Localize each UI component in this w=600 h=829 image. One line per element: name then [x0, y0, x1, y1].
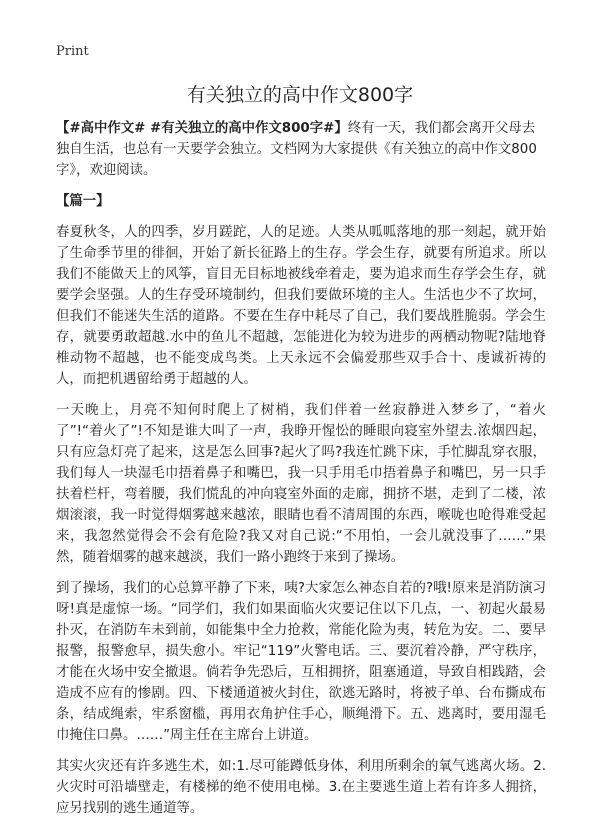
- intro-paragraph: [56, 118, 546, 181]
- intro-text: 终有一天，我们都会离开父母去独自生活，也总有一天要学会独立。文档网为大家提供《有关独立的高中作文800字》，欢迎阅读。: [56, 121, 537, 178]
- paragraph-4: 其实火灾还有许多逃生术，如:1.尽可能蹲低身体，利用所剩余的氧气逃离火场。2.火灾时可沿墙壁走，有楼梯的绝不使用电梯。3.在主要逃生道上若有许多人拥挤，应另找别的逃生通道等。: [56, 759, 546, 816]
- page-title: 有关独立的高中作文800字: [186, 84, 414, 106]
- paragraph-1: 春夏秋冬，人的四季，岁月蹉跎，人的足迹。人类从呱呱落地的那一刻起，就开始了生命季节里的徘徊，开始了新长征路上的生存。学会生存，就要有所追求。所以我们不能做天上的风筝，盲目无目标地被线牵着走，要为追求而生存学会生存，就要学会坚强。人的生存受环境制约，但我们要做环境的主人。生活也少不了坎坷，但我们不能迷失生活的道路。不要在生存中耗尽了自己，我们要战胜脆弱。学会生存，就要勇敢超越.水中的鱼儿不超越，怎能进化为较为进步的两栖动物呢?陆地脊椎动物不超越，也不能变成鸟类。上天永远不会偏爱那些双手合十、虔诚祈祷的人，而把机遇留给勇于超越的人。: [56, 225, 546, 387]
- paragraph-3: 到了操场，我们的心总算平静了下来，咦?大家怎么神态自若的?哦!原来是消防演习呀!真是虚惊一场。“同学们，我们如果面临火灾要记住以下几点，一、初起火最易扑灭，在消防车未到前，如能集中全力抢救，常能化险为夷，转危为安。二、要早报警，报警愈早，损失愈小。牢记“119”火警电话。三、要沉着冷静，严守秩序，才能在火场中安全撤退。倘若争先恐后，互相拥挤，阻塞通道，导致自相践踏，会造成不应有的惨剧。四、下楼通道被火封住，欲逃无路时，将被子单、台布撕成布条，结成绳索，牢系窗槛，再用衣角护住手心，顺绳滑下。五、逃离时，要用湿毛巾掩住口鼻。……”周主任在主席台上讲道。: [56, 581, 546, 743]
- print-link[interactable]: Print: [56, 44, 89, 59]
- section-heading: 【篇一】: [56, 194, 110, 209]
- intro-heading: 【#高中作文# #有关独立的高中作文800字#】: [56, 121, 348, 136]
- article-body: [56, 118, 546, 829]
- paragraph-2: 一天晚上，月亮不知何时爬上了树梢，我们伴着一丝寂静进入梦乡了，“着火了”!“着火了”!不知是谁大叫了一声，我睁开惺忪的睡眼向寝室外望去.浓烟四起，只有应急灯亮了起来，这是怎么回事?起火了吗?我连忙跳下床，手忙脚乱穿衣服，我们每人一块湿毛巾捂着鼻子和嘴巴，我一只手用毛巾捂着鼻子和嘴巴，另一只手扶着栏杆，弯着腰，我们慌乱的冲向寝室外面的走廊，拥挤不堪，走到了二楼，浓烟滚滚，我一时觉得烟雾越来越浓，眼睛也看不清周围的东西，喉咙也呛得难受起来，我忽然觉得会不会有危险?我又对自己说:“不用怕，一会儿就没事了……”果然，随着烟雾的越来越淡，我们一路小跑终于来到了操场。: [56, 403, 546, 565]
